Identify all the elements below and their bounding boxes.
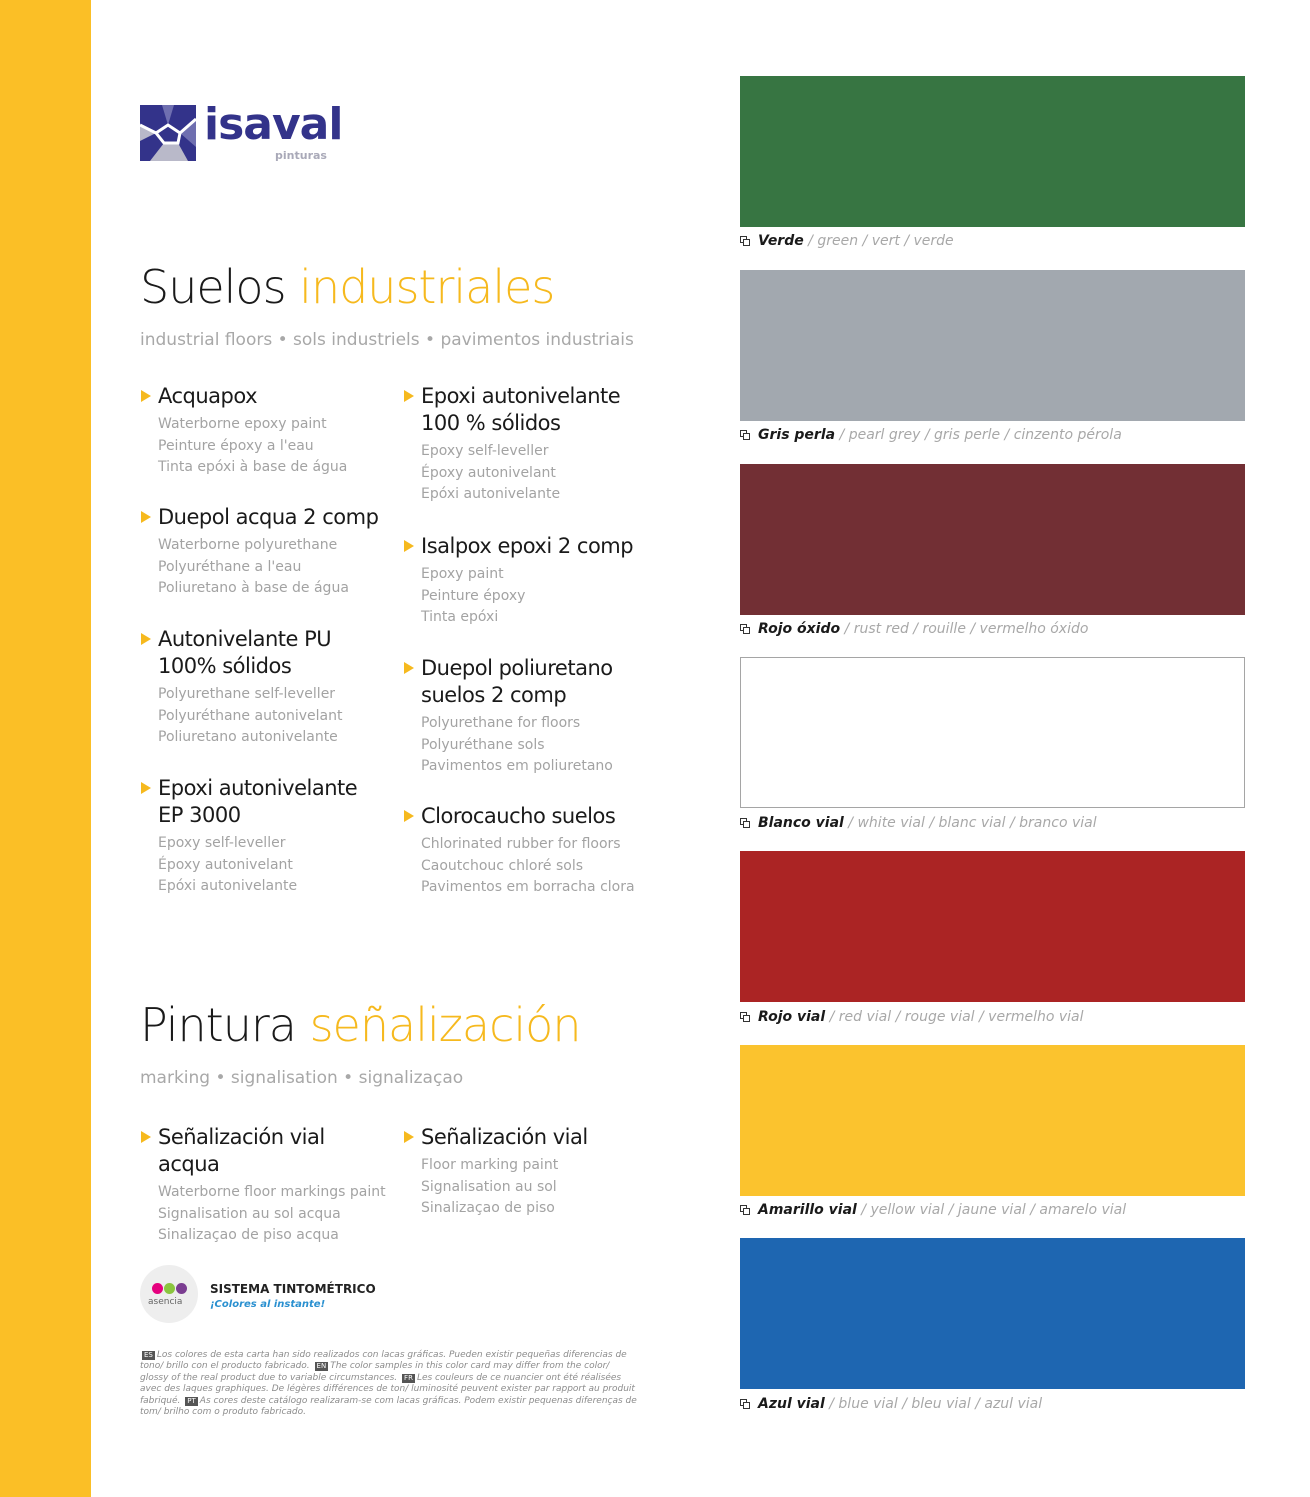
translation-en: Polyurethane for floors [421,715,581,731]
swatch-label: Rojo vial / red vial / rouge vial / vermelho vial [740,1009,1300,1025]
translation-fr: Signalisation au sol [421,1178,557,1195]
isaval-logo-icon [140,105,196,161]
product-name: Duepol acqua 2 comp [140,504,390,531]
product-translations [403,564,653,629]
product-translations [140,833,370,898]
tint-system-badge [140,1265,460,1325]
triangle-bullet-icon [141,1131,151,1143]
brand-name: isaval [204,99,343,150]
translation-fr: Caoutchouc chloré sols [421,857,584,874]
swatch-icon [740,818,750,828]
lang-tag-fr: FR [404,1373,413,1382]
section-title-accent: señalización [309,998,581,1052]
product-item [140,626,343,749]
swatch-icon [740,1399,750,1409]
translation-en: Polyurethane self-leveller [158,686,336,702]
swatch-icon [740,430,750,440]
swatch-label: Verde / green / vert / verde [740,233,1300,249]
brand-subtitle: pinturas [275,149,327,162]
section-title-main: Pintura [140,998,296,1052]
lang-tag-pt: PT [187,1396,196,1405]
swatch-icon [740,1012,750,1022]
translation-fr: Polyuréthane a l'eau [158,558,302,575]
section-subtitle-marking: marking • signalisation • signalizaçao [140,1068,464,1088]
product-item [140,383,390,479]
swatch-label: Rojo óxido / rust red / rouille / vermelho óxido [740,621,1300,637]
product-item [140,1124,390,1247]
triangle-bullet-icon [404,1131,414,1143]
color-swatch-rojo-oxido [740,464,1245,615]
translation-pt: Pavimentos em borracha clora [421,879,635,895]
product-item [403,655,623,778]
color-swatch-verde [740,76,1245,227]
triangle-bullet-icon [404,810,414,822]
swatch-icon [740,1205,750,1215]
translation-pt: Epóxi autonivelante [421,486,561,502]
swatch-label: Blanco vial / white vial / blanc vial / branco vial [740,815,1300,831]
product-translations [403,1155,653,1220]
lang-tag-es: ES [144,1351,153,1359]
product-translations [140,414,390,479]
product-name: Isalpox epoxi 2 comp [403,533,653,560]
color-swatch-azul-vial [740,1238,1245,1389]
swatch-label: Amarillo vial / yellow vial / jaune vial / amarelo vial [740,1202,1300,1218]
brand-logo [140,99,343,165]
product-item [403,803,653,899]
section-title-industrial-floors [140,260,554,314]
triangle-bullet-icon [141,390,151,402]
translation-pt: Tinta epóxi à base de água [158,459,348,475]
product-translations [140,684,343,749]
product-item [403,383,633,506]
translation-en: Waterborne polyurethane [158,537,338,553]
product-translations [140,1182,390,1247]
swatch-icon [740,236,750,246]
product-name: Epoxi autonivelante EP 3000 [140,775,370,829]
translation-pt: Poliuretano à base de água [158,580,349,596]
translation-pt: Sinalizaçao de piso [421,1200,555,1216]
color-swatch-blanco-vial [740,657,1245,808]
product-item [140,775,370,898]
product-name: Duepol poliuretano suelos 2 comp [403,655,623,709]
swatch-label: Azul vial / blue vial / bleu vial / azul vial [740,1396,1300,1412]
translation-en: Waterborne epoxy paint [158,416,327,432]
translation-pt: Pavimentos em poliuretano [421,758,613,774]
translation-fr: Époxy autonivelant [421,464,556,481]
triangle-bullet-icon [141,633,151,645]
product-name: Epoxi autonivelante 100 % sólidos [403,383,633,437]
translation-fr: Peinture époxy [421,587,526,604]
translation-en: Floor marking paint [421,1157,559,1173]
disclaimer-fr: Les couleurs de ce nuancier ont été réalisées avec des laques graphiques. De légères différences de ton/ luminosité peuvent exister par rapport au produit fabriqué. [140,1372,635,1406]
product-name: Señalización vial acqua [140,1124,390,1178]
color-swatch-rojo-vial [740,851,1245,1002]
product-name: Autonivelante PU 100% sólidos [140,626,340,680]
translation-en: Epoxy self-leveller [158,835,286,851]
translation-fr: Polyuréthane autonivelant [158,707,343,724]
product-name: Clorocaucho suelos [403,803,653,830]
translation-pt: Sinalizaçao de piso acqua [158,1227,339,1243]
product-translations [403,713,623,778]
lang-tag-en: EN [316,1362,327,1371]
disclaimer [140,1350,640,1418]
translation-pt: Epóxi autonivelante [158,878,298,894]
disclaimer-pt: As cores deste catálogo realizaram-se com lacas gráficas. Podem existir pequenas diferenças de tom/ brilho com o produto fabricado. [140,1395,637,1418]
triangle-bullet-icon [404,540,414,552]
section-title-accent: industriales [299,260,555,314]
translation-en: Epoxy self-leveller [421,443,549,459]
disclaimer-es: Los colores de esta carta han sido realizados con lacas gráficas. Pueden existir pequeñas diferencias de tono/ brillo con el producto fabricado. [140,1350,627,1372]
product-item [403,533,653,629]
translation-en: Chlorinated rubber for floors [421,836,621,852]
product-translations [403,834,653,899]
product-item [403,1124,653,1220]
disclaimer-en: The color samples in this color card may differ from the color/ glossy of the real product due to variable circumstances. [140,1361,610,1383]
translation-fr: Signalisation au sol acqua [158,1205,341,1222]
triangle-bullet-icon [404,662,414,674]
tint-slogan: ¡Colores al instante! [210,1299,326,1310]
translation-en: Waterborne floor markings paint [158,1184,386,1200]
swatch-label: Gris perla / pearl grey / gris perle / cinzento pérola [740,427,1300,443]
tint-title: SISTEMA TINTOMÉTRICO [210,1282,376,1296]
section-title-marking [140,998,580,1052]
translation-fr: Polyuréthane sols [421,736,545,753]
translation-en: Epoxy paint [421,566,504,582]
asencia-logo-icon [140,1265,198,1323]
color-swatch-amarillo-vial [740,1045,1245,1196]
product-item [140,504,390,600]
product-name: Señalización vial [403,1124,653,1151]
swatch-icon [740,624,750,634]
triangle-bullet-icon [141,782,151,794]
translation-fr: Peinture époxy a l'eau [158,437,314,454]
product-translations [403,441,633,506]
product-translations [140,535,390,600]
section-title-main: Suelos [140,260,286,314]
translation-fr: Époxy autonivelant [158,856,293,873]
product-name: Acquapox [140,383,390,410]
translation-pt: Tinta epóxi [421,609,499,625]
color-swatch-gris-perla [740,270,1245,421]
section-subtitle-industrial-floors: industrial floors • sols industriels • pavimentos industriais [140,330,634,350]
tint-brand: asencia [148,1297,183,1307]
triangle-bullet-icon [404,390,414,402]
translation-pt: Poliuretano autonivelante [158,729,338,745]
triangle-bullet-icon [141,511,151,523]
yellow-side-bar [0,0,91,1497]
